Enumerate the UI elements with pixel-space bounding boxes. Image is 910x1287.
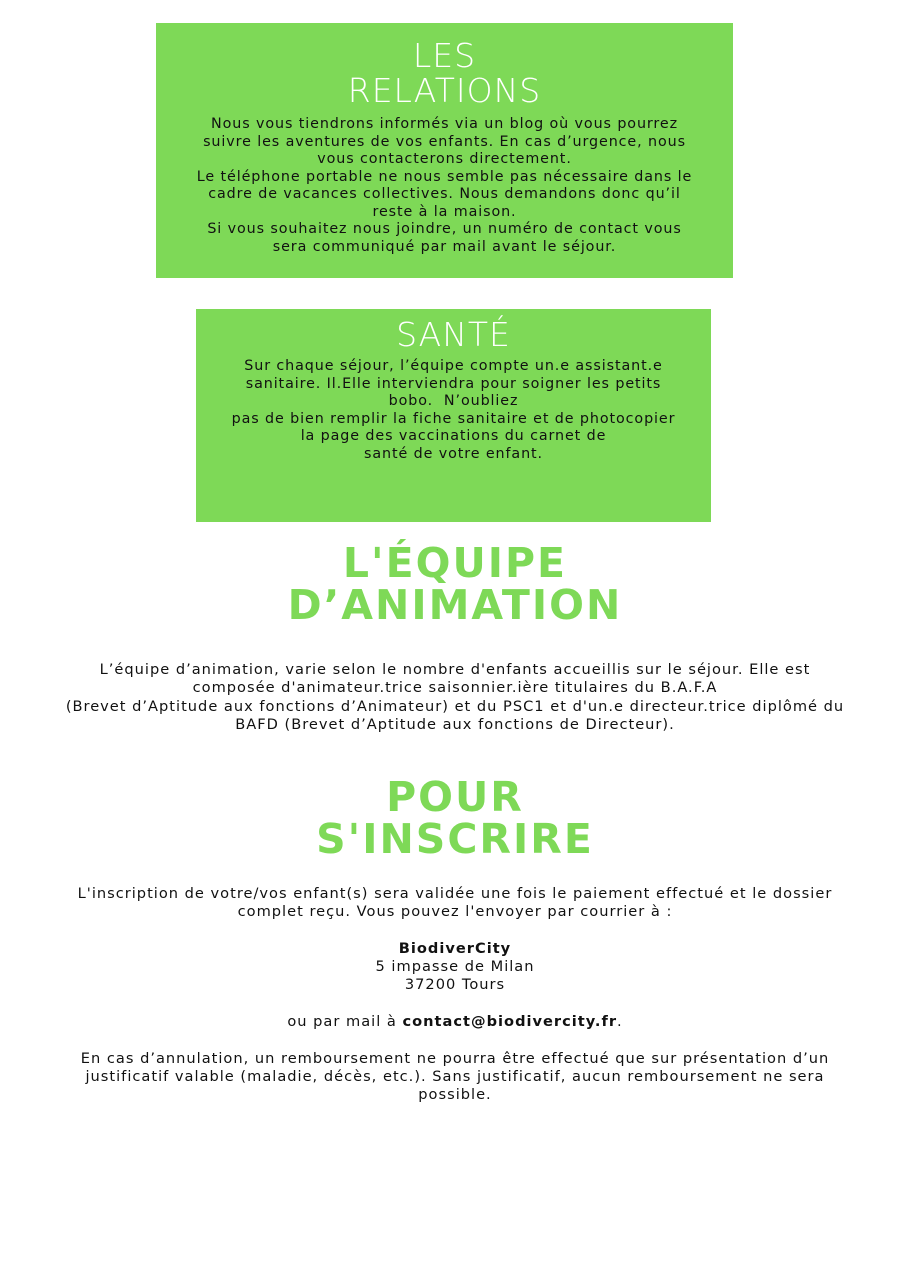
inscrire-text (0, 885, 910, 1105)
cancel-line: possible. (418, 1086, 492, 1104)
sante-box (196, 309, 711, 522)
relations-text-line: cadre de vacances collectives. Nous demandons donc qu’il (208, 186, 681, 202)
equipe-text-line: BAFD (Brevet d’Aptitude aux fonctions de Directeur). (235, 715, 675, 733)
relations-title-line: RELATIONS (347, 71, 542, 110)
spacer (0, 995, 910, 1013)
address-street: 5 impasse de Milan (375, 958, 535, 976)
cancel-line: justificatif valable (maladie, décès, etc.). Sans justificatif, aucun remboursement ne sera (85, 1067, 825, 1085)
relations-text-line: Nous vous tiendrons informés via un blog où vous pourrez (211, 116, 678, 132)
equipe-title-line: L'ÉQUIPE (342, 539, 568, 587)
sante-text-line: la page des vaccinations du carnet de (300, 428, 607, 444)
mail-line (0, 1013, 910, 1031)
relations-text-line: reste à la maison. (372, 203, 517, 220)
inscrire-intro-line: L'inscription de votre/vos enfant(s) sera validée une fois le paiement effectué et le dossier (77, 885, 833, 902)
equipe-title (0, 539, 910, 629)
mail-suffix: . (617, 1013, 623, 1031)
sante-title: SANTÉ (396, 315, 511, 354)
equipe-text-line: (Brevet d’Aptitude aux fonctions d’Animateur) et du PSC1 et d'un.e directeur.trice diplômé du (65, 697, 845, 715)
equipe-text-line: composée d'animateur.trice saisonnier.ière titulaires du B.A.F.A (192, 679, 718, 697)
spacer (0, 922, 910, 940)
relations-text-line: Le téléphone portable ne nous semble pas nécessaire dans le (196, 168, 693, 185)
inscrire-title-line: S'INSCRIRE (316, 815, 594, 863)
relations-text (156, 116, 733, 256)
address-name: BiodiverCity (398, 939, 512, 957)
relations-text-line: vous contacterons directement. (317, 151, 572, 167)
sante-text-line: Sur chaque séjour, l’équipe compte un.e assistant.e (244, 358, 663, 374)
address-city: 37200 Tours (404, 976, 506, 994)
relations-text-line: sera communiqué par mail avant le séjour. (272, 238, 617, 255)
relations-title (156, 38, 733, 108)
cancel-line: En cas d’annulation, un remboursement ne pourra être effectué que sur présentation d’un (80, 1049, 830, 1067)
contact-email-link[interactable]: contact@biodivercity.fr (402, 1013, 618, 1031)
equipe-text (0, 661, 910, 734)
sante-text-line: pas de bien remplir la fiche sanitaire et de photocopier (231, 410, 676, 427)
inscrire-intro-line: complet reçu. Vous pouvez l'envoyer par courrier à : (237, 903, 673, 921)
equipe-text-line: L’équipe d’animation, varie selon le nombre d'enfants accueillis sur le séjour. Elle est (99, 661, 811, 678)
inscrire-title (0, 773, 910, 863)
mail-prefix: ou par mail à (287, 1013, 403, 1031)
sante-text-line: sanitaire. Il.Elle interviendra pour soigner les petits (245, 375, 662, 392)
spacer (0, 1031, 910, 1049)
sante-text-line: bobo. N’oubliez (388, 393, 519, 409)
equipe-title-line: D’ANIMATION (287, 581, 623, 629)
relations-text-line: Si vous souhaitez nous joindre, un numéro de contact vous (207, 221, 682, 237)
inscrire-title-line: POUR (386, 773, 524, 821)
sante-text-line: santé de votre enfant. (363, 445, 543, 462)
sante-text (196, 358, 711, 463)
relations-text-line: suivre les aventures de vos enfants. En cas d’urgence, nous (203, 133, 686, 150)
relations-title-line: LES (412, 36, 477, 75)
relations-box (156, 23, 733, 278)
